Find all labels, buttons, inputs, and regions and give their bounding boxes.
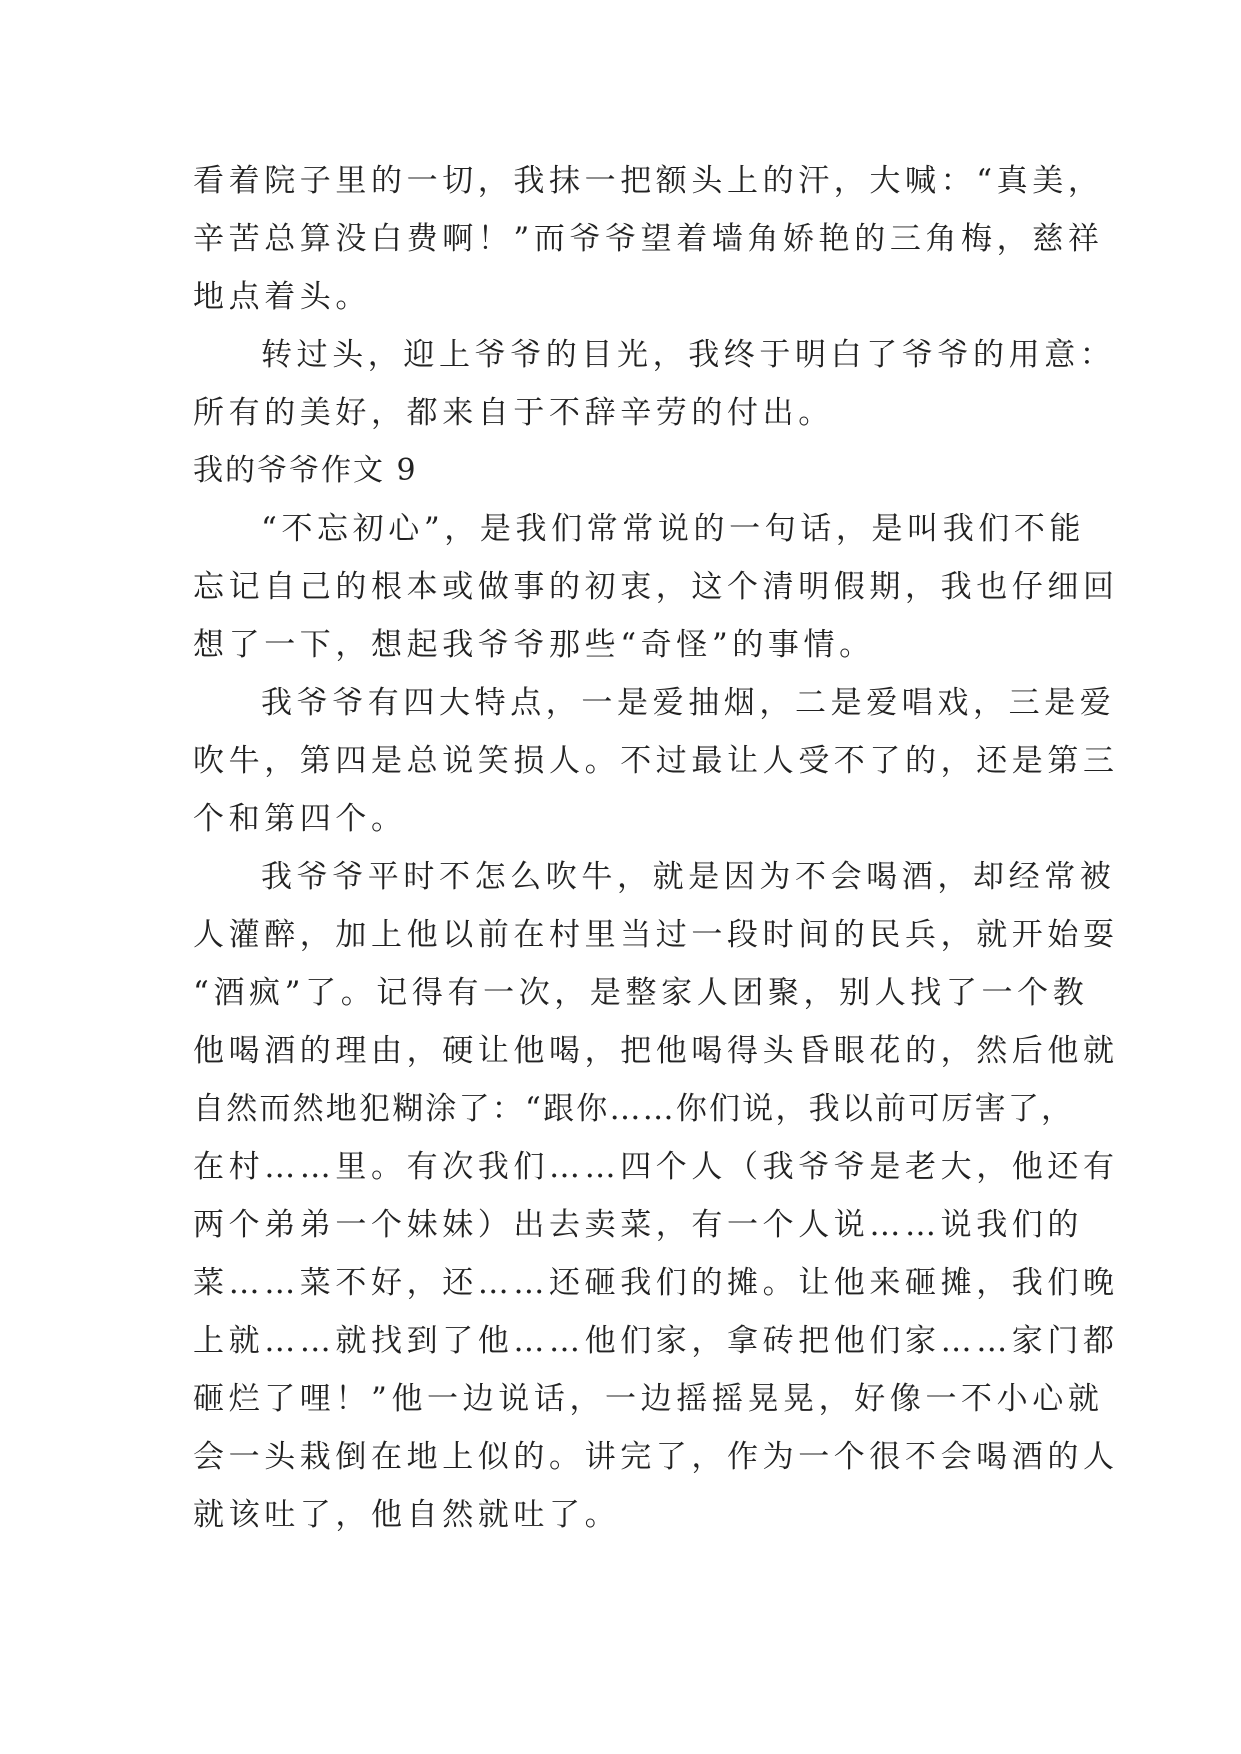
text-line: 想了一下，想起我爷爷那些“奇怪”的事情。 <box>193 627 875 663</box>
text-line: 看着院子里的一切，我抹一把额头上的汗，大喊：“真美， <box>193 163 1104 199</box>
text-line: 人灌醉，加上他以前在村里当过一段时间的民兵，就开始耍 <box>193 917 1119 953</box>
text-line: 两个弟弟一个妹妹）出去卖菜，有一个人说……说我们的 <box>193 1207 1083 1243</box>
essay-title: 我的爷爷作文 9 <box>193 453 418 488</box>
text-line: 个和第四个。 <box>193 801 407 837</box>
text-line: 在村……里。有次我们……四个人（我爷爷是老大，他还有 <box>193 1149 1119 1185</box>
text-line: 他喝酒的理由，硬让他喝，把他喝得头昏眼花的，然后他就 <box>193 1033 1119 1069</box>
text-line: “酒疯”了。记得有一次，是整家人团聚，别人找了一个教 <box>193 975 1089 1011</box>
text-line: 砸烂了哩！”他一边说话，一边摇摇晃晃，好像一不小心就 <box>193 1381 1104 1417</box>
text-line: 吹牛，第四是总说笑损人。不过最让人受不了的，还是第三 <box>193 743 1119 779</box>
text-line: 转过头，迎上爷爷的目光，我终于明白了爷爷的用意： <box>261 337 1116 373</box>
text-line: 所有的美好，都来自于不辞辛劳的付出。 <box>193 395 834 431</box>
text-line: 忘记自己的根本或做事的初衷，这个清明假期，我也仔细回 <box>193 569 1119 605</box>
text-line: 上就……就找到了他……他们家，拿砖把他们家……家门都 <box>193 1323 1119 1359</box>
text-line: 会一头栽倒在地上似的。讲完了，作为一个很不会喝酒的人 <box>193 1439 1119 1475</box>
text-line: “不忘初心”，是我们常常说的一句话，是叫我们不能 <box>261 511 1086 547</box>
text-line: 我爷爷有四大特点，一是爱抽烟，二是爱唱戏，三是爱 <box>261 685 1116 721</box>
essay-body <box>193 152 1119 1544</box>
text-line: 我爷爷平时不怎么吹牛，就是因为不会喝酒，却经常被 <box>261 859 1116 895</box>
text-line: 菜……菜不好，还……还砸我们的摊。让他来砸摊，我们晚 <box>193 1265 1119 1301</box>
text-line: 辛苦总算没白费啊！”而爷爷望着墙角娇艳的三角梅，慈祥 <box>193 221 1104 257</box>
text-line: 地点着头。 <box>193 279 371 315</box>
text-line: 自然而然地犯糊涂了：“跟你……你们说，我以前可厉害了， <box>193 1091 1075 1127</box>
text-line: 就该吐了，他自然就吐了。 <box>193 1497 621 1533</box>
